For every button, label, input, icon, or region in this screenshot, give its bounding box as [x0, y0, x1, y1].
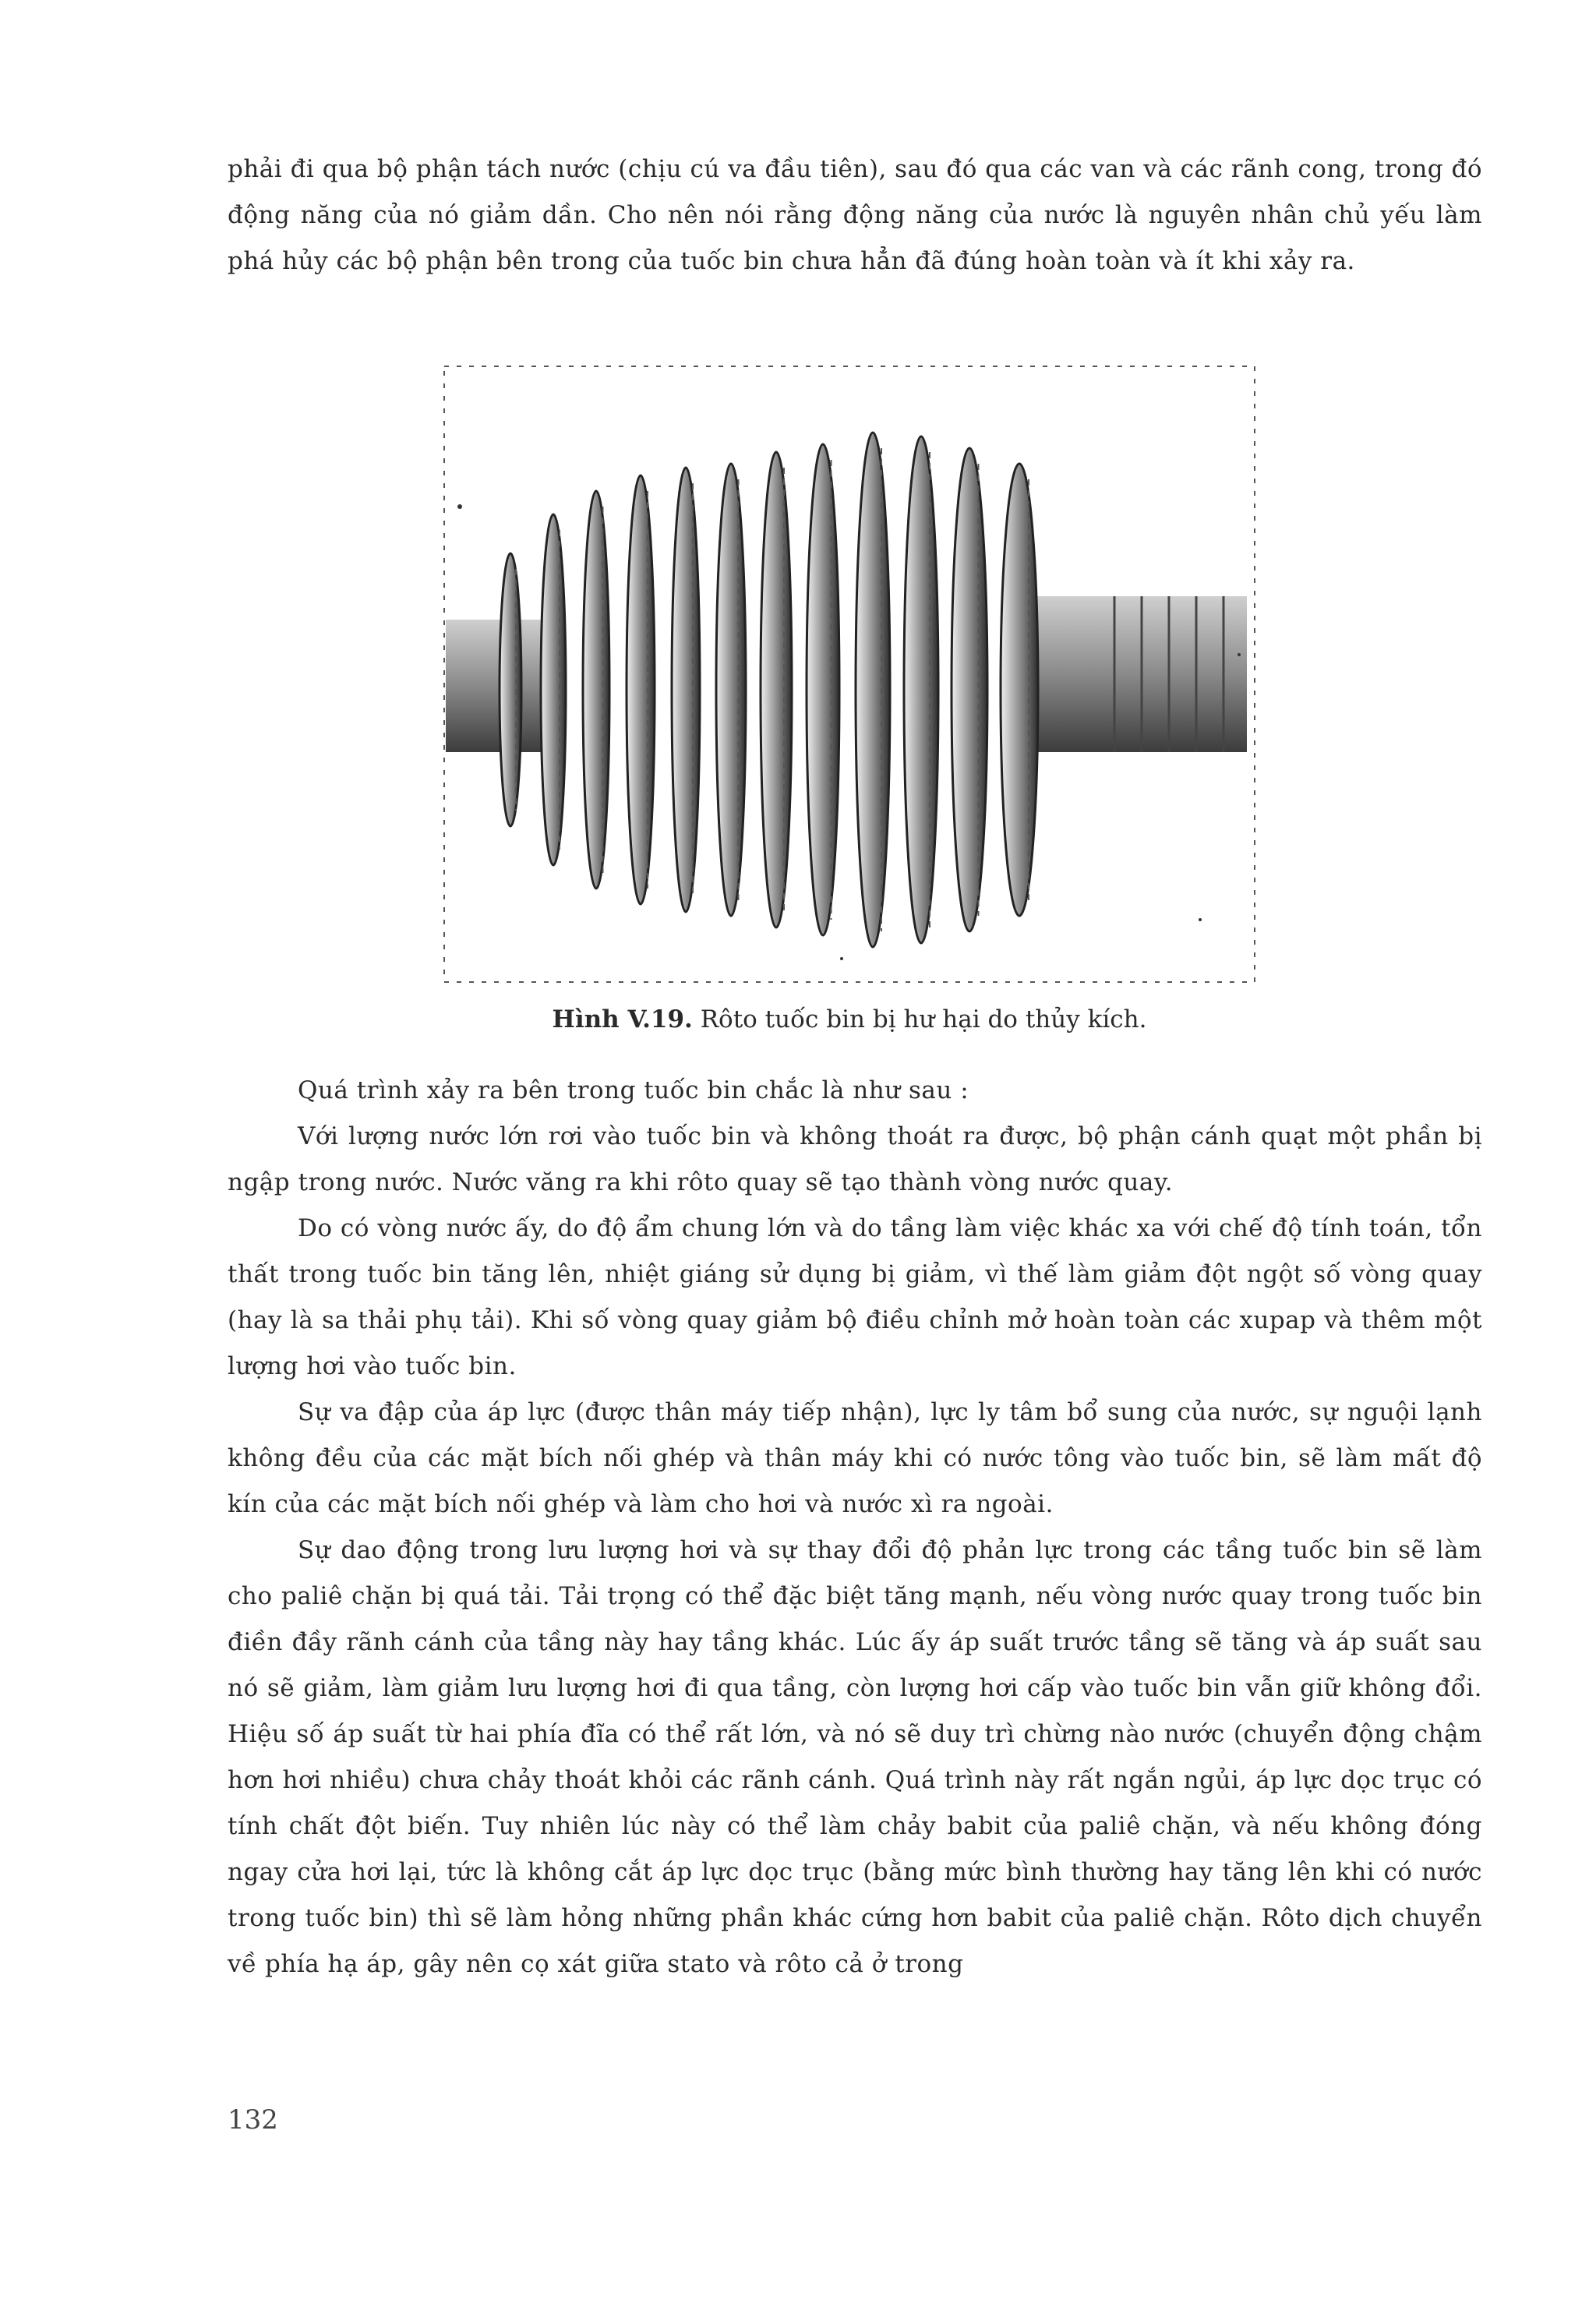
- caption-text: Rôto tuốc bin bị hư hại do thủy kích.: [700, 1005, 1147, 1033]
- figure-caption: [436, 1005, 1262, 1033]
- caption-label: Hình V.19.: [552, 1005, 693, 1033]
- paragraph: Với lượng nước lớn rơi vào tuốc bin và không thoát ra được, bộ phận cánh quạt một phần bị ngập trong nước. Nước văng ra khi rôto quay sẽ tạo thành vòng nước quay.: [228, 1122, 1482, 1196]
- rotor-illustration: [436, 359, 1262, 990]
- page-number: 132: [228, 2104, 278, 2136]
- paragraph: Do có vòng nước ấy, do độ ẩm chung lớn và do tầng làm việc khác xa với chế độ tính toán, tổn thất trong tuốc bin tăng lên, nhiệt giáng sử dụng bị giảm, vì thế làm giảm đột ngột số vòng quay (hay là sa thải phụ tải). Khi số vòng quay giảm bộ điều chỉnh mở hoàn toàn các xupap và thêm một lượng hơi vào tuốc bin.: [228, 1214, 1482, 1380]
- figure-rotor-photo: [436, 359, 1262, 990]
- rotor-disc: [583, 491, 609, 889]
- paragraph: phải đi qua bộ phận tách nước (chịu cú va đầu tiên), sau đó qua các van và các rãnh cong, trong đó động năng của nó giảm dần. Cho nên nói rằng động năng của nước là nguyên nhân chủ yếu làm phá hủy các bộ phận bên trong của tuốc bin chưa hẳn đã đúng hoàn toàn và ít khi xảy ra.: [228, 155, 1482, 275]
- paragraph: Sự dao động trong lưu lượng hơi và sự thay đổi độ phản lực trong các tầng tuốc bin sẽ làm cho paliê chặn bị quá tải. Tải trọng có thể đặc biệt tăng mạnh, nếu vòng nước quay trong tuốc bin điền đầy rãnh cánh của tầng này hay tầng khác. Lúc ấy áp suất trước tầng sẽ tăng và áp suất sau nó sẽ giảm, làm giảm lưu lượng hơi đi qua tầng, còn lượng hơi cấp vào tuốc bin vẫn giữ không đổi. Hiệu số áp suất từ hai phía đĩa có thể rất lớn, và nó sẽ duy trì chừng nào nước (chuyển động chậm hơn hơi nhiều) chưa chảy thoát khỏi các rãnh cánh. Quá trình này rất ngắn ngủi, áp lực dọc trục có tính chất đột biến. Tuy nhiên lúc này có thể làm chảy babit của paliê chặn, và nếu không đóng ngay cửa hơi lại, tức là không cắt áp lực dọc trục (bằng mức bình thường hay tăng lên khi có nước trong tuốc bin) thì sẽ làm hỏng những phần khác cứng hơn babit của paliê chặn. Rôto dịch chuyển về phía hạ áp, gây nên cọ xát giữa stato và rôto cả ở trong: [228, 1536, 1482, 1978]
- paragraph: Quá trình xảy ra bên trong tuốc bin chắc là như sau :: [298, 1076, 969, 1104]
- rotor-disc: [1001, 464, 1038, 916]
- rotor-disc: [856, 433, 890, 947]
- paragraph: Sự va đập của áp lực (được thân máy tiếp nhận), lực ly tâm bổ sung của nước, sự nguội lạnh không đều của các mặt bích nối ghép và thân máy khi có nước tông vào tuốc bin, sẽ làm mất độ kín của các mặt bích nối ghép và làm cho hơi và nước xì ra ngoài.: [228, 1398, 1482, 1518]
- rotor-disc: [904, 436, 938, 943]
- rotor-disc: [807, 444, 839, 935]
- body-text-bottom: [228, 1068, 1482, 1987]
- rotor-disc: [500, 553, 521, 826]
- rotor-disc: [952, 448, 987, 931]
- rotor-disc: [761, 452, 792, 927]
- shaft-right: [1021, 596, 1247, 752]
- rotor-disc: [672, 468, 700, 912]
- rotor-disc: [627, 475, 655, 904]
- body-text-top: [228, 147, 1482, 284]
- rotor-disc: [541, 514, 566, 865]
- rotor-disc: [716, 464, 746, 916]
